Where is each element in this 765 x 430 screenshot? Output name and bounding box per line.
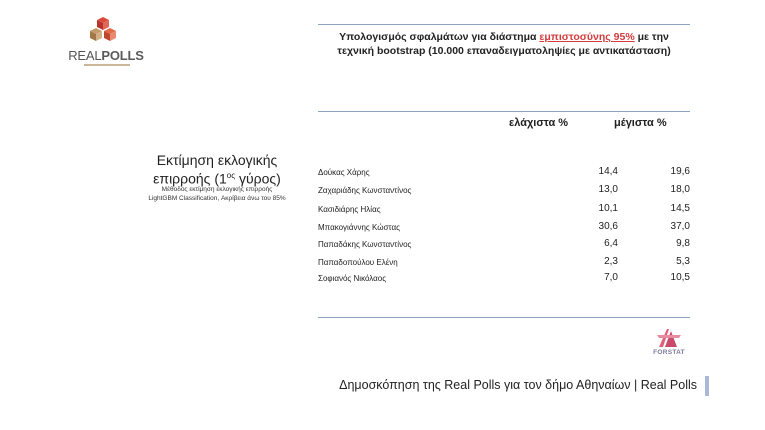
confidence-accent: εμπιστοσύνης 95% bbox=[539, 31, 635, 43]
candidate-name: Παπαδοπούλου Ελένη bbox=[318, 258, 398, 267]
candidate-name: Μπακογιάννης Κώστας bbox=[318, 223, 400, 232]
realpolls-logo bbox=[66, 16, 146, 68]
min-value: 6,4 bbox=[604, 238, 618, 249]
min-value: 7,0 bbox=[604, 272, 618, 283]
candidate-name: Κασιδιάρης Ηλίας bbox=[318, 205, 381, 214]
candidate-name: Δούκας Χάρης bbox=[318, 168, 370, 177]
max-value: 19,6 bbox=[670, 166, 690, 177]
method-subtitle: Μέθοδος εκτίμηση εκλογικής επιρροής LightGBM Classification, Ακρίβεια άνω του 85% bbox=[148, 186, 286, 202]
cubes-icon bbox=[83, 16, 129, 48]
table-row bbox=[318, 238, 690, 250]
table-row bbox=[318, 256, 690, 268]
header-top-rule bbox=[318, 24, 690, 25]
max-value: 14,5 bbox=[670, 203, 690, 214]
forstat-logo: FORSTAT bbox=[643, 325, 695, 361]
table-top-rule bbox=[318, 111, 690, 112]
image-caption: Δημοσκόπηση της Real Polls για τον δήμο Αθηναίων | Real Polls bbox=[339, 378, 697, 392]
candidate-name: Σοφιανός Νικόλαος bbox=[318, 274, 387, 283]
logo-wordmark: REALPOLLS bbox=[68, 48, 144, 63]
max-value: 37,0 bbox=[670, 221, 690, 232]
caption-bar bbox=[705, 376, 709, 396]
candidate-name: Ζαχαριάδης Κωνσταντίνος bbox=[318, 186, 412, 195]
table-bottom-rule bbox=[318, 317, 690, 318]
table-row bbox=[318, 221, 690, 233]
header-title: Υπολογισμός σφαλμάτων για διάστημα εμπιστοσύνης 95% με την τεχνική bootstrap (10.000 επαναδειγματοληψίες με αντικατάσταση) bbox=[337, 31, 671, 57]
min-value: 30,6 bbox=[598, 221, 618, 232]
min-value: 13,0 bbox=[598, 184, 618, 195]
max-value: 18,0 bbox=[670, 184, 690, 195]
max-value: 10,5 bbox=[670, 272, 690, 283]
min-value: 14,4 bbox=[598, 166, 618, 177]
table-row bbox=[318, 184, 690, 196]
logo-tagline-bar bbox=[84, 64, 130, 66]
table-row bbox=[318, 272, 690, 284]
candidate-name: Παπαδάκης Κωνσταντίνος bbox=[318, 240, 412, 249]
forstat-mark-icon bbox=[643, 325, 695, 349]
min-value: 10,1 bbox=[598, 203, 618, 214]
column-header-max: μέγιστα % bbox=[614, 117, 667, 129]
table-row bbox=[318, 203, 690, 215]
estimate-title: Εκτίμηση εκλογικής επιρροής ($1^{o\varsigma}$ γύρος) bbox=[153, 152, 281, 187]
max-value: 9,8 bbox=[676, 238, 690, 249]
table-row bbox=[318, 166, 690, 178]
max-value: 5,3 bbox=[676, 256, 690, 267]
column-header-min: ελάχιστα % bbox=[509, 117, 569, 129]
min-value: 2,3 bbox=[604, 256, 618, 267]
